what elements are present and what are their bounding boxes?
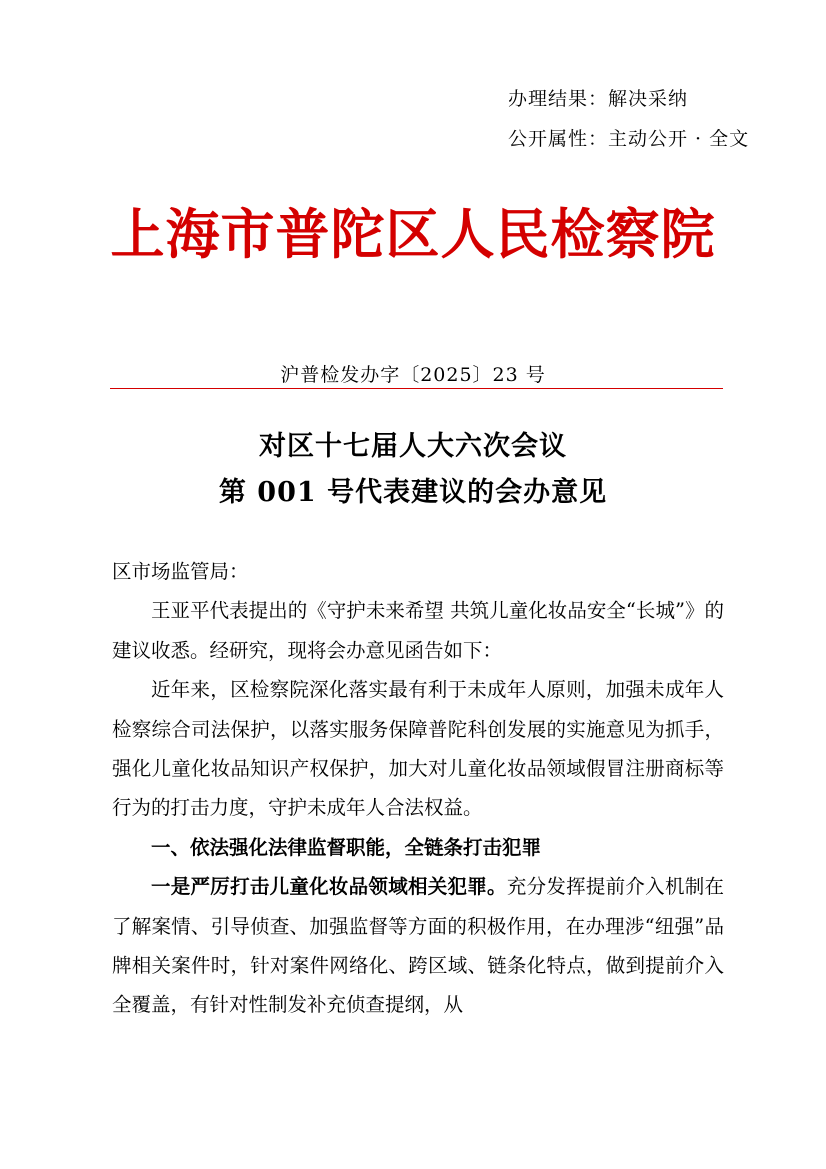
- salutation: 区市场监管局：: [112, 560, 249, 583]
- item-text: 充分发挥提前介入机制在了解案情、引导侦查、加强监督等方面的积极作用，在办理涉“纽强”品牌相关案件时，针对案件网络化、跨区域、链条化特点，做到提前介入全覆盖，有针对性制发补充侦查提纲，从: [112, 875, 724, 1017]
- document-number: 沪普检发办字〔2025〕23 号: [280, 364, 546, 386]
- paragraph-intro: 王亚平代表提出的《守护未来希望 共筑儿童化妆品安全“长城”》的建议收悉。经研究，现将会办意见函告如下：: [112, 599, 724, 662]
- paragraph-item-1: [112, 867, 724, 1025]
- document-title-line-1: 对区十七届人大六次会议: [259, 431, 567, 462]
- section-heading: 一、依法强化法律监督职能，全链条打击犯罪: [151, 835, 542, 859]
- item-lead: 一是严厉打击儿童化妆品领域相关犯罪。: [151, 875, 507, 899]
- red-divider-line: [110, 388, 723, 389]
- handling-result: 办理结果：解决采纳: [508, 88, 689, 110]
- organization-header: 上海市普陀区人民检察院: [110, 202, 716, 266]
- paragraph-background: 近年来，区检察院深化落实最有利于未成年人原则，加强未成年人检察综合司法保护，以落实服务保障普陀科创发展的实施意见为抓手，强化儿童化妆品知识产权保护，加大对儿童化妆品领域假冒注册商标等行为的打击力度，守护未成年人合法权益。: [112, 678, 724, 820]
- document-title-line-2: 第 001 号代表建议的会办意见: [218, 477, 608, 508]
- disclosure-attribute: 公开属性：主动公开 · 全文: [508, 128, 750, 150]
- document-body: [112, 552, 724, 1025]
